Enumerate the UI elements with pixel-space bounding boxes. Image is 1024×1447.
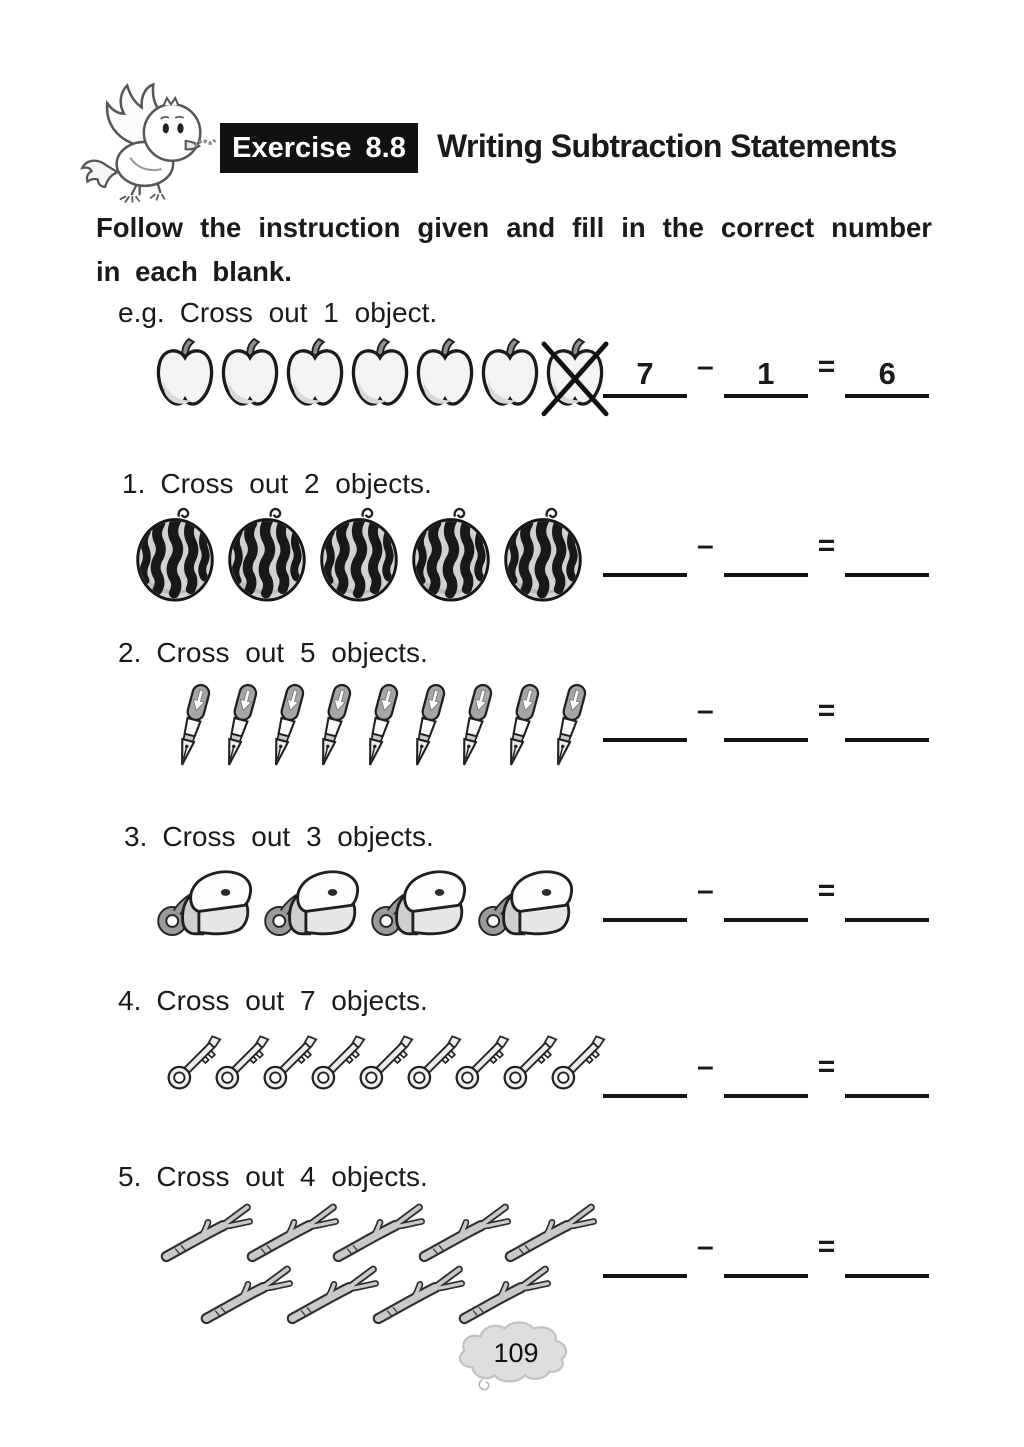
- minus-sign: –: [697, 694, 714, 727]
- apple-icon: [542, 336, 608, 414]
- bag-icon: [264, 862, 363, 940]
- instructions-text: Follow the instruction given and fill in the correct number in each blank.: [96, 212, 932, 287]
- apple-icon: [412, 336, 478, 414]
- object-row: [170, 678, 593, 774]
- problem-2-objects: [170, 678, 593, 774]
- problem-4-equation: [603, 1046, 929, 1098]
- watermelon-icon: [133, 500, 217, 602]
- difference-blank[interactable]: [845, 866, 929, 922]
- difference-blank[interactable]: [845, 686, 929, 742]
- problem-3-number: 3.: [124, 821, 148, 852]
- problem-5-prompt: [118, 1161, 428, 1193]
- problem-4-prompt: [118, 985, 428, 1017]
- minuend-blank[interactable]: [603, 686, 687, 742]
- example-objects: [152, 336, 607, 414]
- bag-icon: [478, 862, 577, 940]
- pen-icon: [358, 678, 403, 774]
- problem-5-equation: [603, 1226, 929, 1278]
- equals-sign: =: [817, 694, 836, 727]
- watermelon-icon: [225, 500, 309, 602]
- difference-blank[interactable]: [845, 1222, 929, 1278]
- problem-1-label: Cross out 2 objects.: [160, 468, 432, 499]
- exercise-badge: [220, 123, 418, 173]
- example-prefix: e.g.: [118, 297, 165, 328]
- minuend-blank[interactable]: [603, 1042, 687, 1098]
- minuend-blank[interactable]: [603, 1222, 687, 1278]
- minus-sign: –: [697, 874, 714, 907]
- object-row: [133, 500, 593, 602]
- bag-icon: [157, 862, 256, 940]
- equals-sign: =: [817, 529, 836, 562]
- problem-5-objects: [157, 1194, 587, 1326]
- problem-4-objects: [157, 1026, 589, 1100]
- subtrahend-blank[interactable]: [724, 521, 808, 577]
- equals-sign: =: [817, 874, 836, 907]
- apple-icon: [347, 336, 413, 414]
- problem-1-objects: [133, 500, 593, 602]
- problem-2-equation: [603, 690, 929, 742]
- problem-3-prompt: [124, 821, 434, 853]
- pen-icon: [170, 678, 215, 774]
- pen-icon: [546, 678, 591, 774]
- subtrahend-blank[interactable]: [724, 686, 808, 742]
- pen-icon: [217, 678, 262, 774]
- minuend-blank[interactable]: [603, 342, 687, 398]
- subtrahend-blank[interactable]: [724, 1042, 808, 1098]
- minus-sign: –: [697, 350, 714, 383]
- pen-icon: [405, 678, 450, 774]
- example-label: Cross out 1 object.: [179, 297, 438, 328]
- pen-icon: [499, 678, 544, 774]
- difference-blank[interactable]: [845, 342, 929, 398]
- problem-3-objects: [157, 862, 585, 940]
- watermelon-icon: [409, 500, 493, 602]
- minuend-blank[interactable]: [603, 521, 687, 577]
- subtrahend-blank[interactable]: [724, 1222, 808, 1278]
- problem-5-label: Cross out 4 objects.: [156, 1161, 428, 1192]
- pen-icon: [452, 678, 497, 774]
- minus-sign: –: [697, 1050, 714, 1083]
- apple-icon: [282, 336, 348, 414]
- exercise-badge-label: Exercise 8.8: [232, 131, 406, 164]
- difference-value: 6: [878, 356, 896, 391]
- example-prompt: [118, 297, 437, 329]
- problem-2-number: 2.: [118, 637, 142, 668]
- difference-blank[interactable]: [845, 521, 929, 577]
- problem-5-number: 5.: [118, 1161, 142, 1192]
- watermelon-icon: [317, 500, 401, 602]
- problem-3-label: Cross out 3 objects.: [162, 821, 434, 852]
- pen-icon: [264, 678, 309, 774]
- bag-icon: [371, 862, 470, 940]
- object-row: [157, 1194, 587, 1264]
- problem-2-prompt: [118, 637, 428, 669]
- subtrahend-blank[interactable]: [724, 866, 808, 922]
- object-row: [157, 1026, 589, 1100]
- minuend-blank[interactable]: [603, 866, 687, 922]
- problem-4-label: Cross out 7 objects.: [156, 985, 428, 1016]
- minus-sign: –: [697, 1230, 714, 1263]
- apple-icon: [477, 336, 543, 414]
- page-title: Writing Subtraction Statements: [437, 128, 897, 164]
- object-row: [152, 336, 607, 414]
- problem-2-label: Cross out 5 objects.: [156, 637, 428, 668]
- problem-3-equation: [603, 870, 929, 922]
- object-row: [157, 862, 585, 940]
- pen-icon: [311, 678, 356, 774]
- equals-sign: =: [817, 1050, 836, 1083]
- twig-icon: [501, 1194, 603, 1264]
- watermelon-icon: [501, 500, 585, 602]
- problem-1-equation: [603, 525, 929, 577]
- equals-sign: =: [817, 350, 836, 383]
- subtrahend-blank[interactable]: [724, 342, 808, 398]
- subtrahend-value: 1: [757, 356, 775, 391]
- bird-illustration: [78, 80, 216, 208]
- equals-sign: =: [817, 1230, 836, 1263]
- example-equation: [603, 346, 929, 398]
- difference-blank[interactable]: [845, 1042, 929, 1098]
- page-number: 109: [493, 1338, 539, 1368]
- apple-icon: [217, 336, 283, 414]
- problem-1-number: 1.: [122, 468, 146, 499]
- minus-sign: –: [697, 529, 714, 562]
- problem-4-number: 4.: [118, 985, 142, 1016]
- problem-1-prompt: [122, 468, 432, 500]
- minuend-value: 7: [636, 356, 654, 391]
- apple-icon: [152, 336, 218, 414]
